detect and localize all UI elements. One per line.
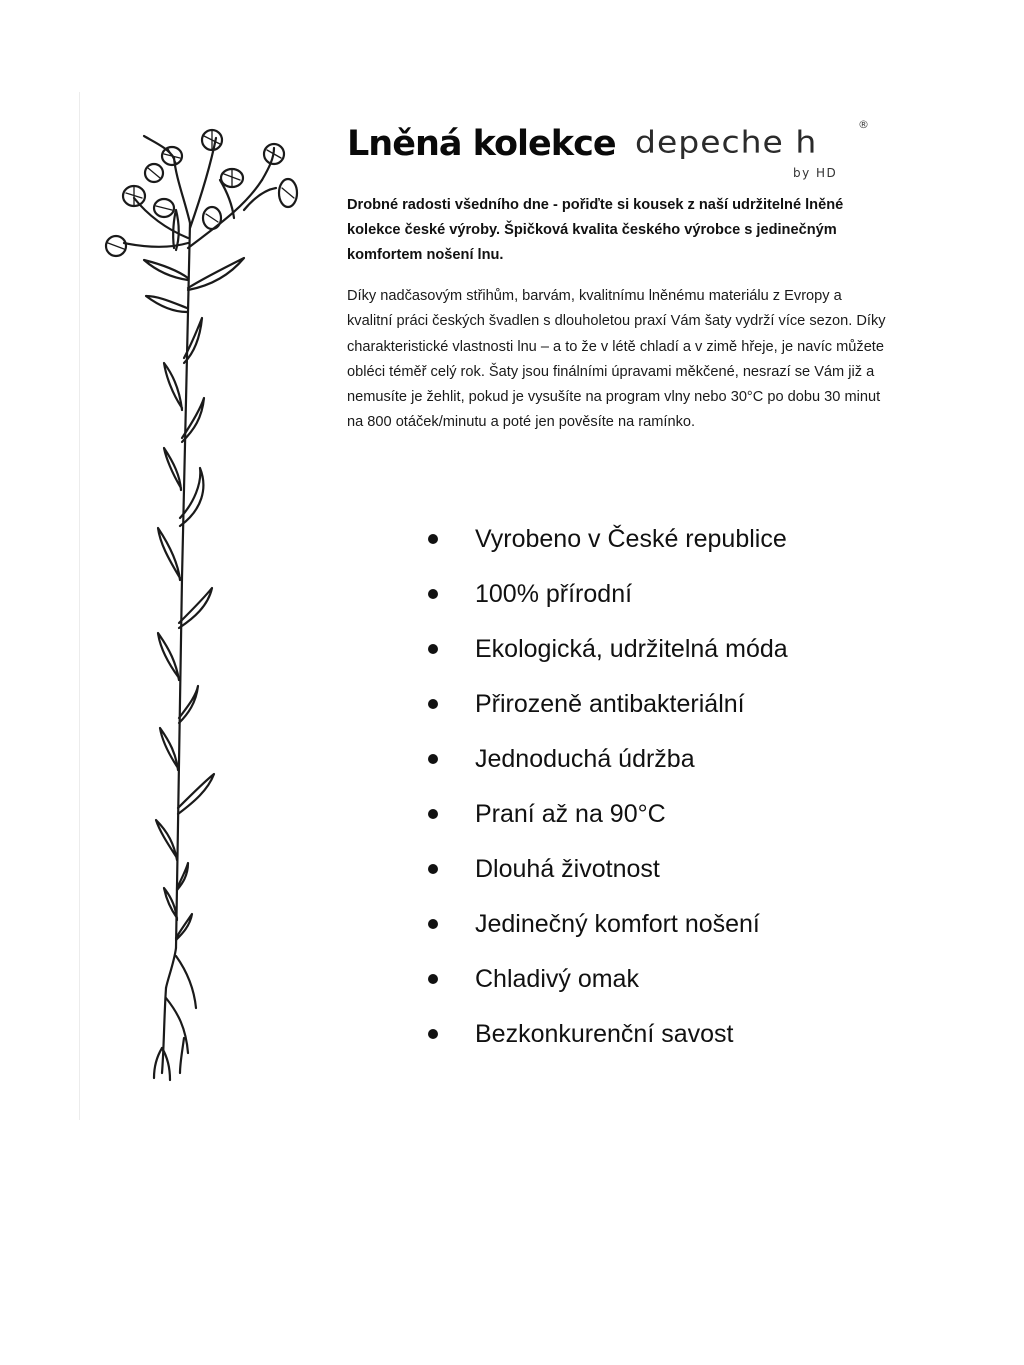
feature-label: Chladivý omak [475, 965, 639, 993]
bullet-icon [428, 919, 438, 929]
brand-logo-wordmark: depeche h [635, 124, 818, 160]
scan-edge-line [79, 92, 80, 1120]
page-title: Lněná kolekce [347, 124, 616, 164]
bullet-icon [428, 644, 438, 654]
feature-label: 100% přírodní [475, 580, 633, 608]
flax-plant-illustration [84, 118, 314, 1098]
stem-leaves [144, 210, 244, 940]
intro-lead-paragraph: Drobné radosti všedního dne - pořiďte si kousek z naší udržitelné lněné kolekce české výroby. Špičková kvalita českého výrobce s jedinečným komfortem nošení lnu. [347, 197, 844, 263]
bullet-icon [428, 534, 438, 544]
bullet-icon [428, 809, 438, 819]
registered-trademark-icon: ® [858, 118, 869, 131]
feature-item [426, 627, 788, 682]
feature-item [426, 957, 788, 1012]
feature-item [426, 1012, 788, 1067]
intro-body-paragraph: Díky nadčasovým střihům, barvám, kvalitnímu lněnému materiálu z Evropy a kvalitní práci českých švadlen s dlouholetou praxí Vám šaty vydrží více sezon. Díky charakteristické vlastnosti lnu – a to že v létě chladí a v zimě hřeje, je navíc můžete obléci téměř celý rok. Šaty jsou finálními úpravami měkčené, nesrazí se Vám již a nemusíte je žehlit, pokud je vysušíte na program vlny nebo 30°C po dobu 30 minut na 800 otáček/minutu a poté jen pověsíte na ramínko. [347, 288, 886, 431]
feature-label: Praní až na 90°C [475, 800, 666, 828]
feature-label: Jednoduchá údržba [475, 745, 695, 773]
feature-item [426, 902, 788, 957]
feature-label: Dlouhá životnost [475, 855, 660, 883]
feature-item [426, 572, 788, 627]
bullet-icon [428, 974, 438, 984]
feature-item [426, 847, 788, 902]
feature-item [426, 737, 788, 792]
feature-label: Ekologická, udržitelná móda [475, 635, 788, 663]
feature-item [426, 517, 788, 572]
feature-label: Jedinečný komfort nošení [475, 910, 760, 938]
feature-label: Bezkonkurenční savost [475, 1020, 734, 1048]
bullet-icon [428, 699, 438, 709]
brand-logo-subline: by HD [793, 166, 838, 180]
roots [154, 948, 196, 1080]
feature-item [426, 792, 788, 847]
bullet-icon [428, 1029, 438, 1039]
page-header [347, 118, 887, 188]
feature-label: Přirozeně antibakteriální [475, 690, 745, 718]
feature-list [426, 517, 788, 1067]
feature-item [426, 682, 788, 737]
brand-logo [635, 118, 875, 186]
feature-label: Vyrobeno v České republice [475, 525, 787, 553]
bullet-icon [428, 589, 438, 599]
bullet-icon [428, 864, 438, 874]
bullet-icon [428, 754, 438, 764]
flax-plant-line-drawing-icon [84, 118, 314, 1098]
